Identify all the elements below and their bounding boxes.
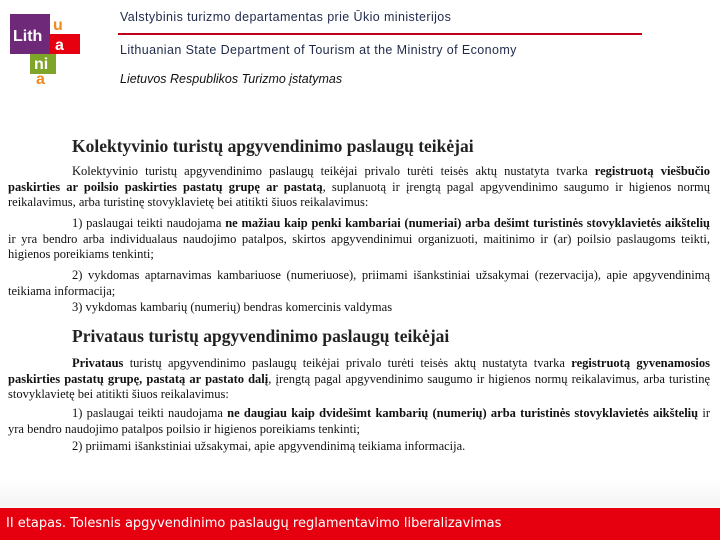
private-paragraph-intro: Privataus turistų apgyvendinimo paslaugų teikėjai privalo turėti teisės aktų nustatyta tvarka registruotą gyvenamosios paskirties pastatų grupę, pastatą ar pastato dalį, įrengtą pagal apgyvendinimo saugumo ir higienos normų reikalavimus, arba turistinę stovyklavietę bei atitikti šiuos reikalavimus: (8, 356, 711, 401)
svg-text:a: a (55, 37, 64, 54)
lithuania-logo (10, 14, 88, 88)
collective-requirement-2: 2) vykdomas aptarnavimas kambariuose (numeriuose), priimami išankstiniai užsakymai (rezervacija), apie apgyvendinimą teikiama informacija; (8, 268, 710, 298)
svg-text:Lith: Lith (13, 28, 43, 45)
department-name-en: Lithuanian State Department of Tourism at the Ministry of Economy (120, 43, 517, 57)
section-title-private: Privataus turistų apgyvendinimo paslaugų teikėjai (72, 326, 450, 346)
collective-requirement-3: 3) vykdomas kambarių (numerių) bendras komercinis valdymas (72, 300, 393, 314)
section-title-collective: Kolektyvinio turistų apgyvendinimo paslaugų teikėjai (72, 136, 474, 156)
collective-paragraph-intro: Kolektyvinio turistų apgyvendinimo paslaugų teikėjai privalo turėti teisės aktų nustatyta tvarka registruotą viešbučio paskirties ar poilsio paskirties pastatų grupę ar pastatą, suplanuotą ir įrengtą pagal apgyvendinimo saugumo ir higienos normų reikalavimus, arba turistinę stovyklavietę bei atitikti šiuos reikalavimus: (8, 164, 711, 209)
collective-requirement-1: 1) paslaugai teikti naudojama ne mažiau kaip penki kambariai (numeriai) arba dešimt turistinės stovyklavietės aikštelių ir yra bendro arba individualaus naudojimo patalpos, skirtos apgyvendinimui organizuoti, maitinimo ir (ar) poilsio paslaugoms teikti, higienos poreikiams tenkinti; (8, 216, 710, 261)
department-name-lt: Valstybinis turizmo departamentas prie Ūkio ministerijos (120, 10, 452, 24)
footer-title: II etapas. Tolesnis apgyvendinimo paslaugų reglamentavimo liberalizavimas (6, 516, 502, 531)
footer-bar (0, 508, 720, 540)
svg-text:u: u (53, 17, 63, 34)
svg-text:a: a (36, 71, 45, 88)
private-requirement-2: 2) priimami išankstiniai užsakymai, apie apgyvendinimą teikiama informacija. (72, 439, 466, 453)
private-requirement-1: 1) paslaugai teikti naudojama ne daugiau kaip dvidešimt kambarių (numerių) arba turistinės stovyklavietės aikštelių ir yra bendro naudojimo patalpos poilsio ir higienos poreikiams tenkinti; (8, 406, 710, 436)
header-divider (118, 33, 642, 35)
svg-text:ni: ni (34, 56, 49, 73)
law-title: Lietuvos Respublikos Turizmo įstatymas (120, 72, 343, 86)
